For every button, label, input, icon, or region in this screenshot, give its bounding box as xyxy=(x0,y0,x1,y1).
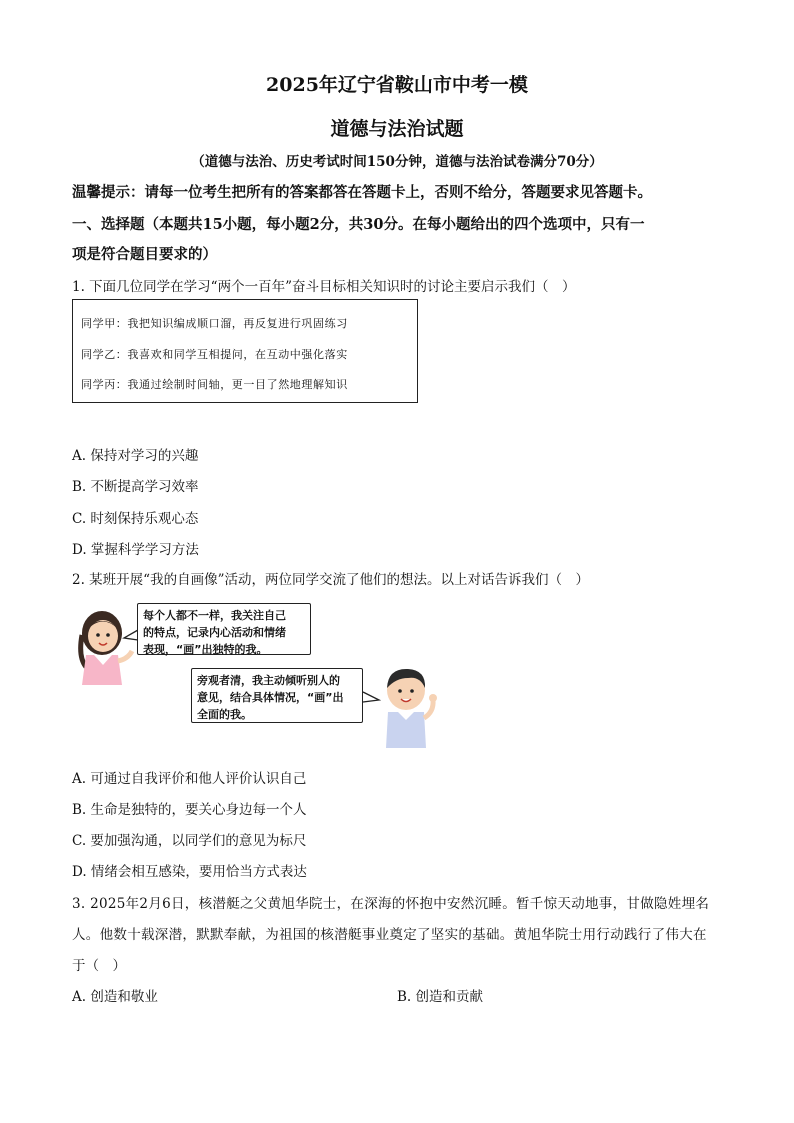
q3-stem-line3: 于（ ） xyxy=(72,958,126,974)
speech-bubble-girl xyxy=(137,603,311,655)
exam-title: 2025年辽宁省鞍山市中考一模 xyxy=(266,74,528,96)
section-heading-line1: 一、选择题（本题共15小题，每小题2分，共30分。在每小题给出的四个选项中，只有一 xyxy=(72,216,645,233)
tip-text: 温馨提示：请每一位考生把所有的答案都答在答题卡上，否则不给分，答题要求见答题卡。 xyxy=(72,184,652,201)
section-heading-line2: 项是符合题目要求的） xyxy=(72,246,217,263)
bubble-line: 旁观者清，我主动倾听别人的 xyxy=(197,674,340,687)
q1-option-d: D. 掌握科学学习方法 xyxy=(72,542,199,558)
q1-stem: 1. 下面几位同学在学习“两个一百年”奋斗目标相关知识时的讨论主要启示我们（ ） xyxy=(72,279,576,295)
q2-option-c: C. 要加强沟通，以同学们的意见为标尺 xyxy=(72,833,307,849)
q3-stem-line1: 3. 2025年2月6日，核潜艇之父黄旭华院士，在深海的怀抱中安然沉睡。暂千惊天动地事，甘做隐姓埋名 xyxy=(72,896,710,912)
q3-option-b: B. 创造和贡献 xyxy=(397,989,484,1005)
bubble-line: 意见，结合具体情况，“画”出 xyxy=(197,691,344,704)
bubble-line: 每个人都不一样，我关注自己 xyxy=(143,609,286,622)
girl-illustration xyxy=(72,605,138,685)
bubble-line: 的特点，记录内心活动和情绪 xyxy=(143,626,286,639)
q1-option-c: C. 时刻保持乐观心态 xyxy=(72,511,199,527)
q2-option-a: A. 可通过自我评价和他人评价认识自己 xyxy=(72,771,307,787)
bubble-line: 全面的我。 xyxy=(197,708,252,721)
q1-quote-line: 同学乙：我喜欢和同学互相提问，在互动中强化落实 xyxy=(81,348,348,361)
q3-stem-line2: 人。他数十载深潜，默默奉献，为祖国的核潜艇事业奠定了坚实的基础。黄旭华院士用行动践行了伟大在 xyxy=(72,927,707,943)
q1-option-b: B. 不断提高学习效率 xyxy=(72,479,199,495)
exam-note: （道德与法治、历史考试时间150分钟，道德与法治试卷满分70分） xyxy=(191,154,603,170)
q1-option-a: A. 保持对学习的兴趣 xyxy=(72,448,199,464)
q1-quote-box xyxy=(72,299,418,403)
q2-option-b: B. 生命是独特的，要关心身边每一个人 xyxy=(72,802,307,818)
q3-option-a: A. 创造和敬业 xyxy=(72,989,158,1005)
q1-quote-line: 同学甲：我把知识编成顺口溜，再反复进行巩固练习 xyxy=(81,317,348,330)
bubble-line: 表现，“画”出独特的我。 xyxy=(143,643,268,656)
q2-stem: 2. 某班开展“我的自画像”活动，两位同学交流了他们的想法。以上对话告诉我们（ ） xyxy=(72,572,589,588)
exam-subtitle: 道德与法治试题 xyxy=(330,118,464,140)
boy-illustration xyxy=(378,664,440,748)
speech-bubble-boy xyxy=(191,668,363,723)
q2-option-d: D. 情绪会相互感染，要用恰当方式表达 xyxy=(72,864,307,880)
q1-quote-line: 同学丙：我通过绘制时间轴，更一目了然地理解知识 xyxy=(81,378,348,391)
